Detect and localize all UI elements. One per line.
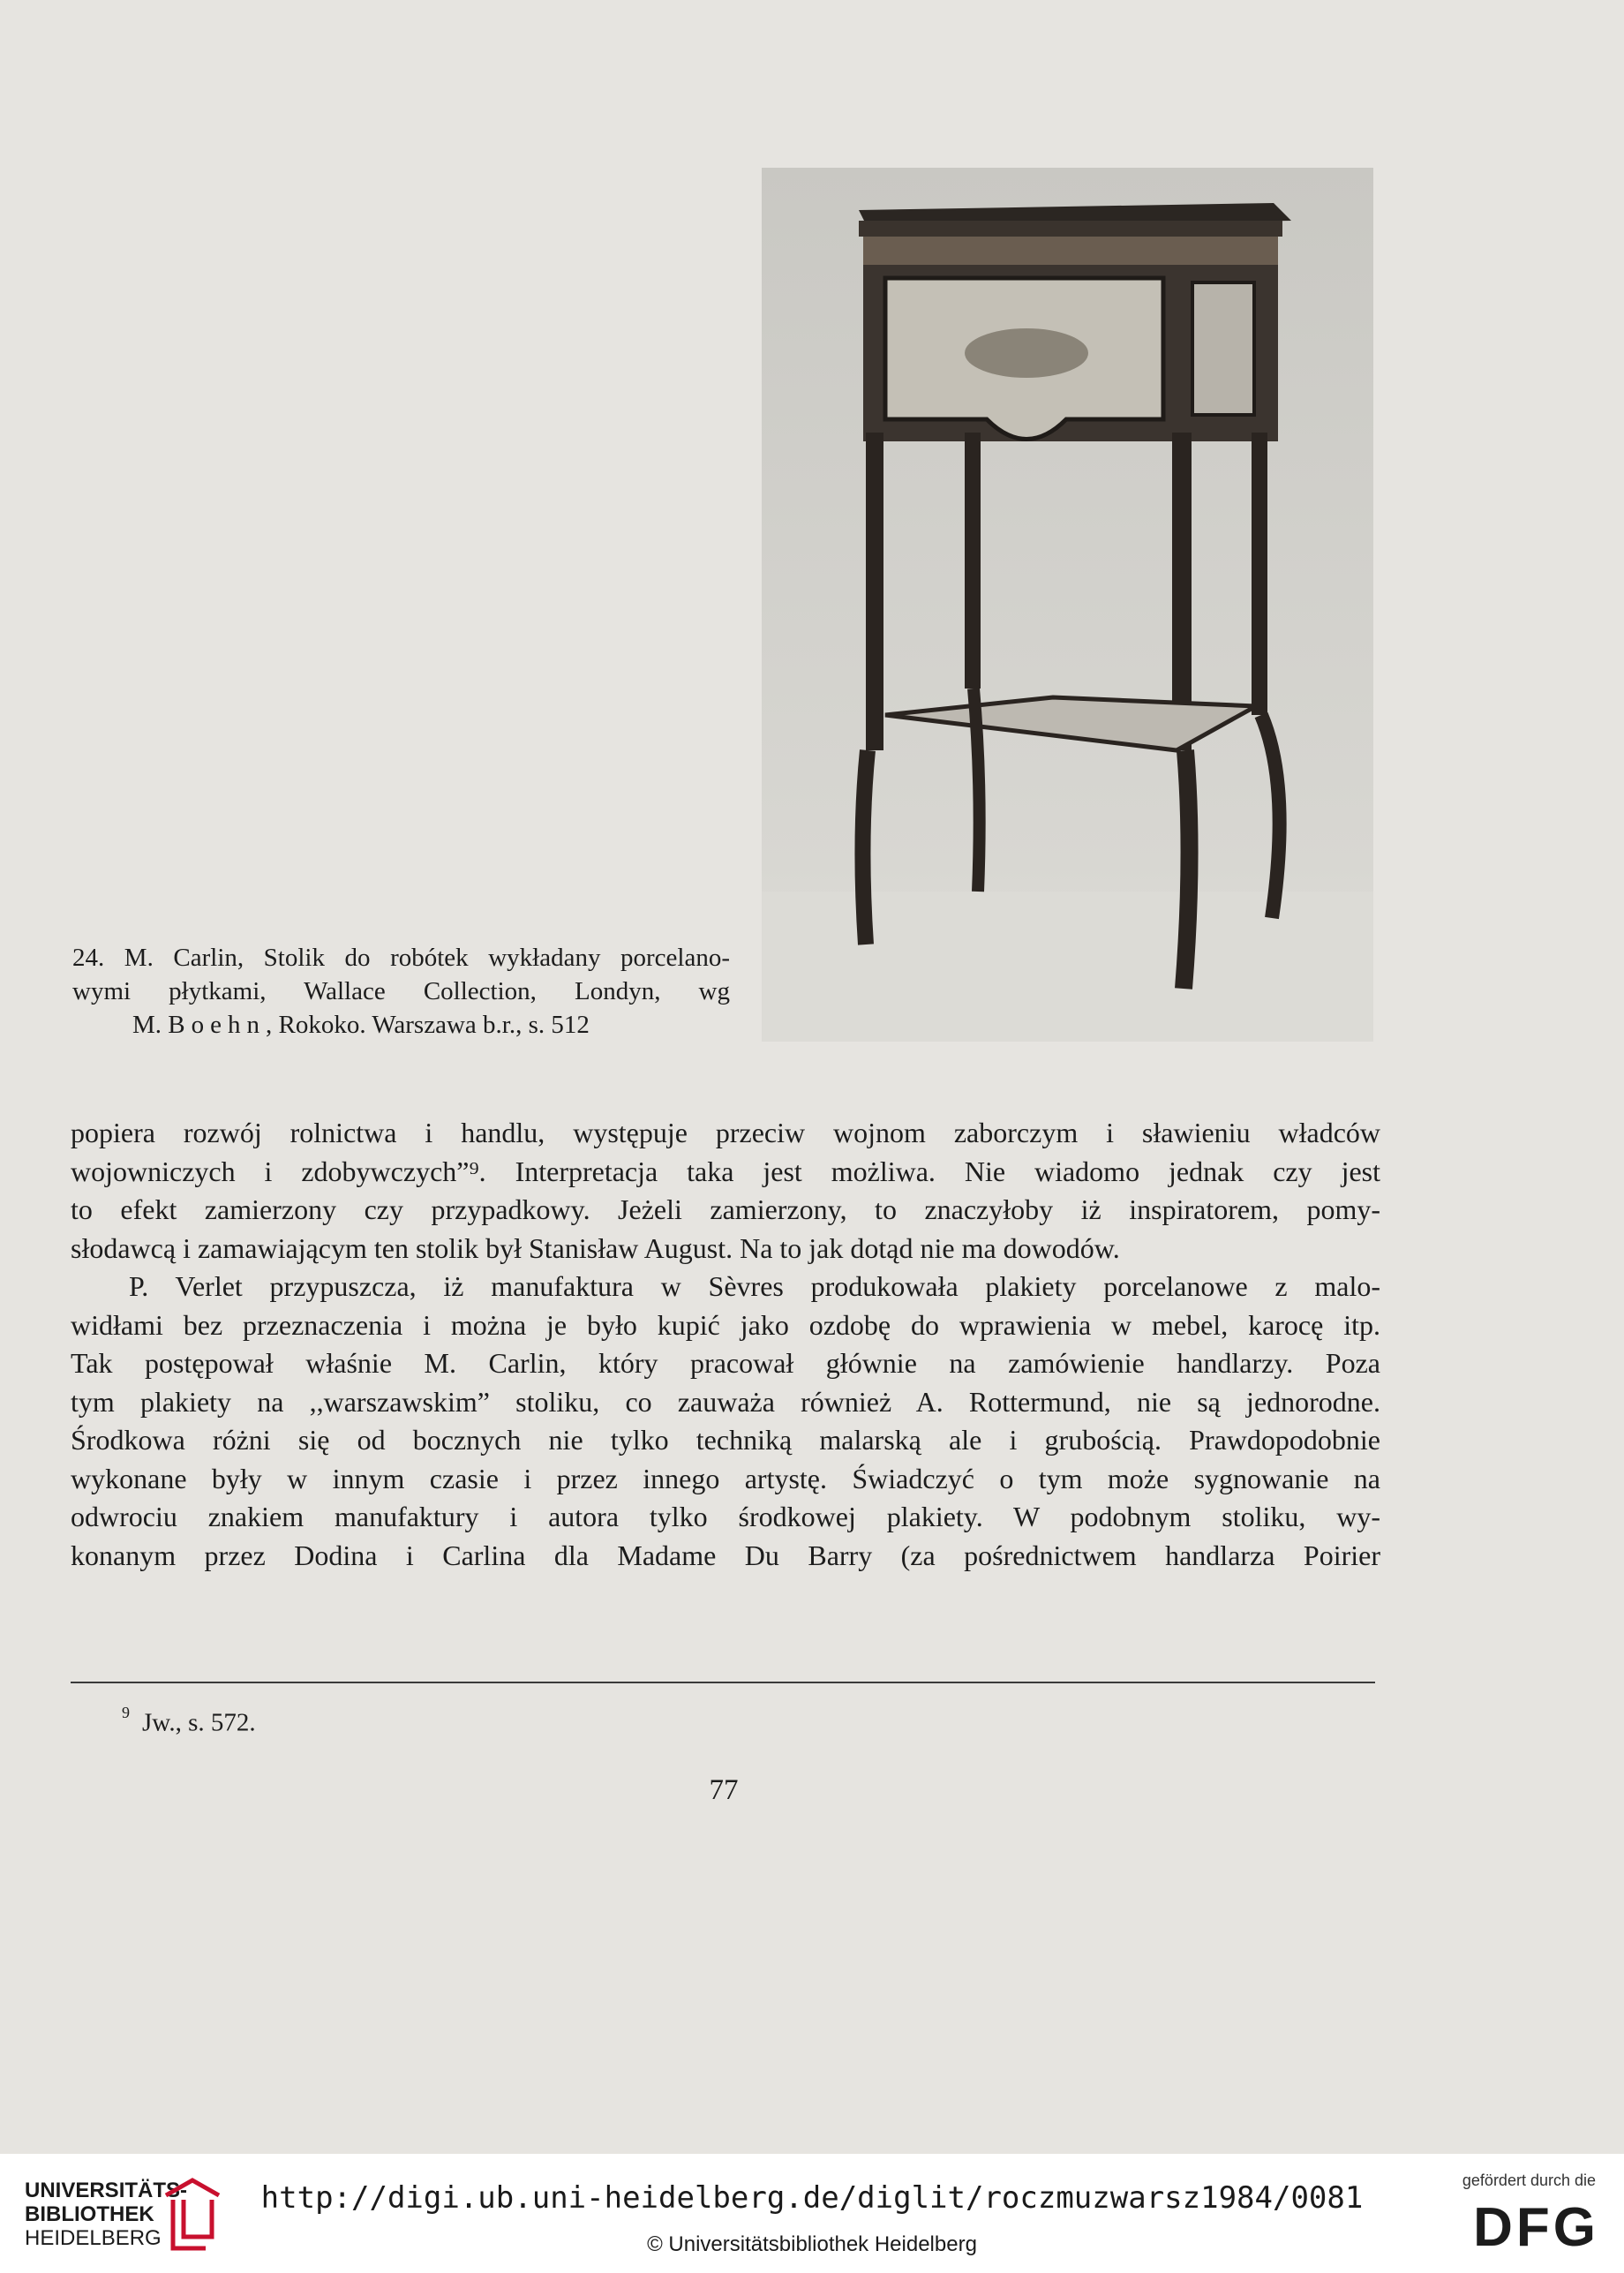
caption-line [72, 1008, 730, 1042]
furniture-photograph [762, 168, 1373, 1042]
library-name-line: UNIVERSITÄTS- [25, 2179, 188, 2202]
body-line: odwrociu znakiem manufaktury i autora tylko środkowej plakiety. W podobnym stoliku, wy- [71, 1501, 1380, 1532]
library-name-line: BIBLIOTHEK [25, 2202, 154, 2226]
dfg-logo: DFG [1473, 2197, 1599, 2258]
caption-line: 24. M. Carlin, Stolik do robótek wykładany porcelano- [72, 944, 730, 972]
footnote-text: Jw., s. 572. [142, 1708, 256, 1737]
footnote-mark: 9 [122, 1704, 130, 1721]
caption-line: wymi płytkami, Wallace Collection, Londyn, wg [72, 977, 730, 1005]
table-illustration [762, 168, 1373, 1042]
caption-author-name: Boehn [168, 1011, 267, 1039]
body-text [71, 1114, 1380, 1575]
caption-author-initial: M. [132, 1011, 162, 1039]
body-line: popiera rozwój rolnictwa i handlu, występuje przeciw wojnom zaborczym i sławieniu władców [71, 1117, 1380, 1148]
figure-caption [72, 941, 730, 1042]
caption-source: , Rokoko. Warszawa b.r., s. 512 [266, 1011, 590, 1039]
body-line: P. Verlet przypuszcza, iż manufaktura w Sèvres produkowała plakiety porcelanowe z malo- [129, 1270, 1380, 1302]
funding-label: gefördert durch die [1462, 2171, 1596, 2189]
body-line: słodawcą i zamawiającym ten stolik był Stanisław August. Na to jak dotąd nie ma dowodów. [71, 1231, 1120, 1264]
footer-bar [0, 2154, 1624, 2273]
library-name-line: HEIDELBERG [25, 2226, 162, 2250]
source-url[interactable]: http://digi.ub.uni-heidelberg.de/diglit/roczmuzwarsz1984/0081 [260, 2180, 1364, 2216]
body-line: tym plakiety na ,,warszawskim” stoliku, co zauważa również A. Rottermund, nie są jednorodne. [71, 1385, 1380, 1418]
footnote [122, 1704, 256, 1738]
body-line: wojowniczych i zdobywczych”⁹. Interpretacja taka jest możliwa. Nie wiadomo jednak czy jest [71, 1155, 1380, 1187]
body-line: wykonane były w innym czasie i przez innego artystę. Świadczyć o tym może sygnowanie na [71, 1462, 1380, 1494]
body-line: to efekt zamierzony czy przypadkowy. Jeżeli zamierzony, to znaczyłoby iż inspiratorem, pomy- [71, 1193, 1380, 1225]
body-line: konanym przez Dodina i Carlina dla Madame Du Barry (za pośrednictwem handlarza Poirier [71, 1539, 1380, 1571]
body-line: widłami bez przeznaczenia i można je było kupić jako ozdobę do wprawienia w mebel, karocę itp. [71, 1308, 1380, 1341]
body-line: Środkowa różni się od bocznych nie tylko techniką malarską ale i grubością. Prawdopodobnie [71, 1424, 1380, 1456]
copyright-notice: © Universitätsbibliothek Heidelberg [647, 2232, 977, 2256]
page-number: 77 [709, 1774, 739, 1806]
footnote-divider [71, 1682, 1375, 1683]
body-line: Tak postępował właśnie M. Carlin, który pracował głównie na zamówienie handlarzy. Poza [71, 1347, 1380, 1379]
